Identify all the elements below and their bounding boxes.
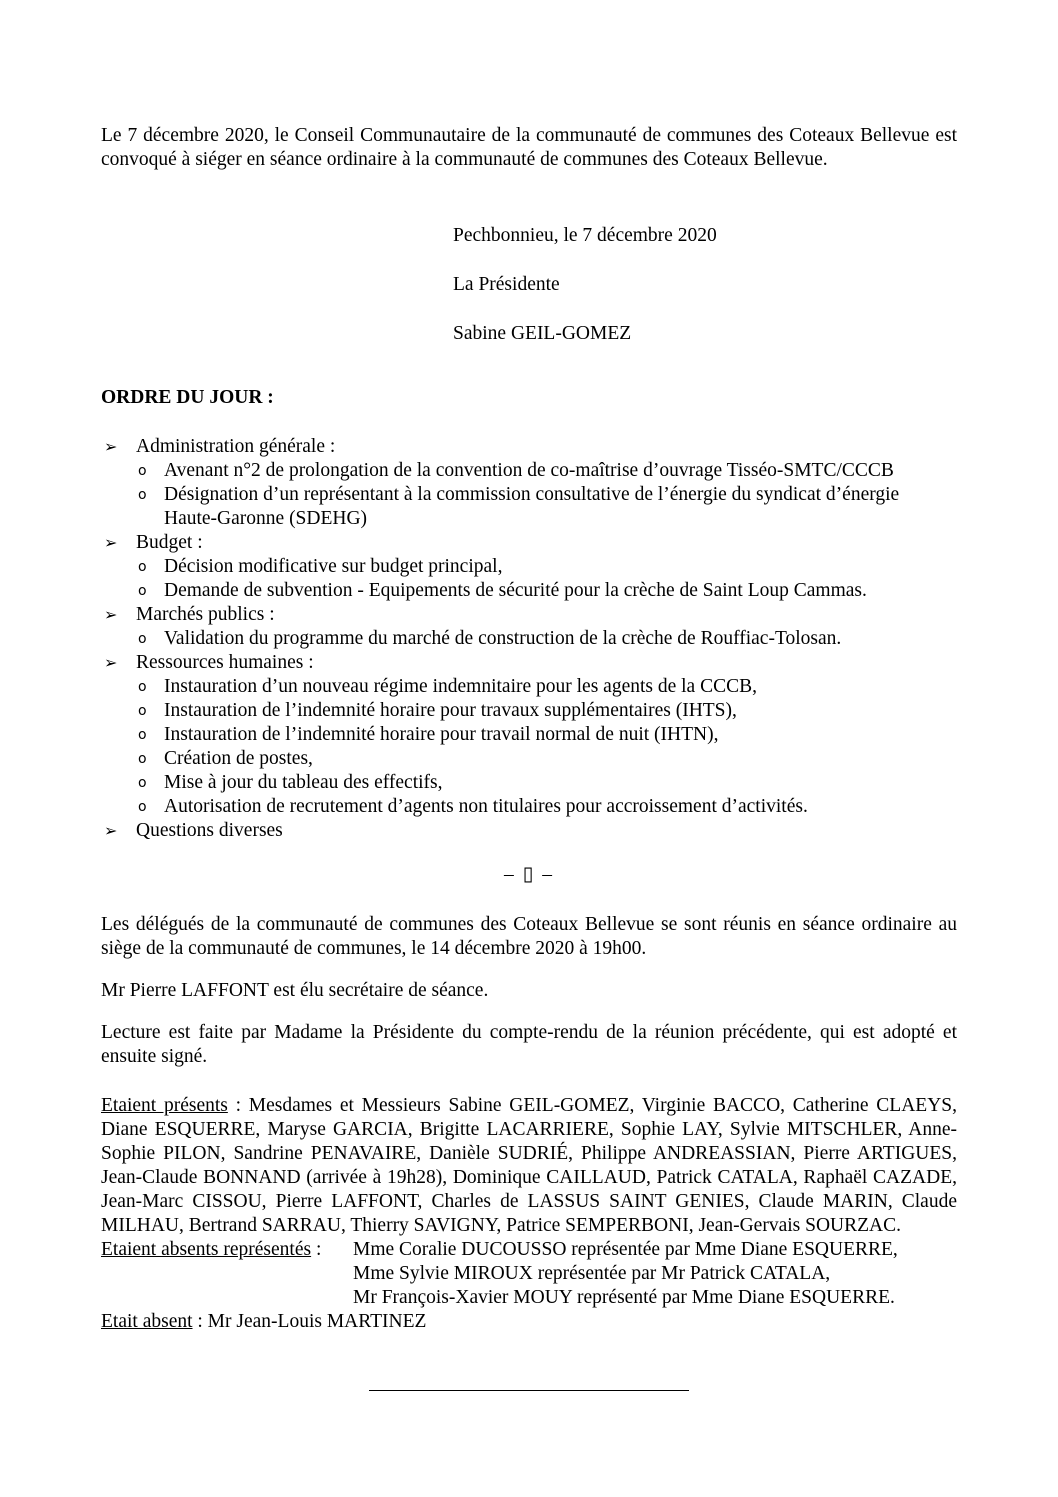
represented-entry: Mme Sylvie MIROUX représentée par Mr Patrick CATALA,: [353, 1263, 831, 1284]
circle-bullet-icon: o: [138, 775, 147, 791]
agenda-item: o Validation du programme du marché de construction de la crèche de Rouffiac-Tolosan.: [138, 628, 842, 649]
document-page: [101, 124, 957, 1334]
absent-text: : Mr Jean-Louis MARTINEZ: [192, 1311, 427, 1332]
circle-bullet-icon: o: [138, 487, 147, 503]
agenda-item: o Demande de subvention - Equipements de sécurité pour la crèche de Saint Loup Cammas.: [138, 580, 867, 601]
present-list: : Mesdames et Messieurs Sabine GEIL-GOMEZ, Virginie BACCO, Catherine CLAEYS, Diane ESQUERRE, Maryse GARCIA, Brigitte LACARRIERE, Sophie LAY, Sylvie MITSCHLER, Anne-Sophie PILON, Sandrine PENAVAIRE, Danièle SUDRIÉ, Philippe ANDREASSIAN, Pierre ARTIGUES, Jean-Claude BONNAND (arrivée à 19h28), Dominique CAILLAUD, Patrick CATALA, Raphaël CAZADE, Jean-Marc CISSOU, Pierre LAFFONT, Charles de LASSUS SAINT GENIES, Claude MARIN, Claude MILHAU, Bertrand SARRAU, Thierry SAVIGNY, Patrice SEMPERBONI, Jean-Gervais SOURZAC.: [101, 1095, 958, 1236]
circle-bullet-icon: o: [138, 559, 147, 575]
absent-label: Etait absent: [101, 1311, 193, 1332]
closing-rule: [369, 1390, 689, 1391]
agenda-category-label: Budget :: [136, 532, 203, 553]
convocation-paragraph: Le 7 décembre 2020, le Conseil Communautaire de la communauté de communes des Coteaux Bellevue est convoqué à siéger en séance ordinaire à la communauté de communes des Coteaux Bellevue.: [101, 125, 957, 170]
represented-entry: Mr François-Xavier MOUY représenté par Mme Diane ESQUERRE.: [353, 1287, 895, 1308]
arrow-bullet-icon: ➢: [104, 605, 118, 624]
secretary-paragraph: Mr Pierre LAFFONT est élu secrétaire de séance.: [101, 980, 489, 1001]
circle-bullet-icon: o: [138, 799, 147, 815]
arrow-bullet-icon: ➢: [104, 437, 118, 456]
agenda-category-label: Marchés publics :: [136, 604, 275, 625]
reading-paragraph: Lecture est faite par Madame la Présidente du compte-rendu de la réunion précédente, qui est adopté et ensuite signé.: [101, 1022, 957, 1067]
circle-bullet-icon: o: [138, 679, 147, 695]
agenda-item: o Instauration de l’indemnité horaire pour travail normal de nuit (IHTN),: [138, 724, 719, 745]
agenda-item: o Instauration de l’indemnité horaire pour travaux supplémentaires (IHTS),: [138, 700, 737, 721]
circle-bullet-icon: o: [138, 751, 147, 767]
signature-name: Sabine GEIL-GOMEZ: [453, 323, 632, 344]
represented-entry: Mme Coralie DUCOUSSO représentée par Mme Diane ESQUERRE,: [353, 1239, 898, 1260]
circle-bullet-icon: o: [138, 703, 147, 719]
agenda-item: o Autorisation de recrutement d’agents non titulaires pour accroissement d’activités.: [138, 796, 808, 817]
agenda-title: ORDRE DU JOUR :: [101, 387, 274, 408]
agenda-list: [101, 435, 957, 843]
agenda-category: [101, 603, 957, 651]
signature-block: [453, 224, 957, 346]
arrow-bullet-icon: ➢: [104, 533, 118, 552]
agenda-item: o Avenant n°2 de prolongation de la convention de co-maîtrise d’ouvrage Tisséo-SMTC/CCCB: [138, 460, 894, 481]
agenda-category: [101, 531, 957, 603]
meeting-paragraph: Les délégués de la communauté de communes des Coteaux Bellevue se sont réunis en séance ordinaire au siège de la communauté de communes, le 14 décembre 2020 à 19h00.: [101, 914, 957, 959]
agenda-item: o Décision modificative sur budget principal,: [138, 556, 503, 577]
absent-paragraph: [101, 1310, 957, 1334]
agenda-item: o Instauration d’un nouveau régime indemnitaire pour les agents de la CCCB,: [138, 676, 757, 697]
agenda-category-label: Questions diverses: [136, 820, 283, 841]
represented-label-wrap: Etaient absents représentés :: [101, 1239, 322, 1260]
circle-bullet-icon: o: [138, 727, 147, 743]
agenda-category: [101, 651, 957, 819]
represented-row: [101, 1238, 957, 1262]
agenda-category-label: Administration générale :: [136, 436, 336, 457]
circle-bullet-icon: o: [138, 631, 147, 647]
attendance-block: [101, 1094, 957, 1334]
arrow-bullet-icon: ➢: [104, 653, 118, 672]
section-separator: – ▯ –: [504, 864, 554, 885]
agenda-item: o Création de postes,: [138, 748, 313, 769]
agenda-category-label: Ressources humaines :: [136, 652, 314, 673]
agenda-category: [101, 819, 957, 843]
circle-bullet-icon: o: [138, 463, 147, 479]
represented-label: Etaient absents représentés: [101, 1239, 312, 1260]
present-paragraph: [101, 1094, 957, 1238]
arrow-bullet-icon: ➢: [104, 821, 118, 840]
present-label: Etaient présents: [101, 1095, 228, 1116]
agenda-item: o Désignation d’un représentant à la commission consultative de l’énergie du syndicat d’énergie Haute-Garonne (SDEHG): [138, 484, 900, 529]
signature-role: La Présidente: [453, 274, 560, 295]
signature-place-date: Pechbonnieu, le 7 décembre 2020: [453, 225, 717, 246]
agenda-item: o Mise à jour du tableau des effectifs,: [138, 772, 443, 793]
circle-bullet-icon: o: [138, 583, 147, 599]
agenda-category: [101, 435, 957, 531]
